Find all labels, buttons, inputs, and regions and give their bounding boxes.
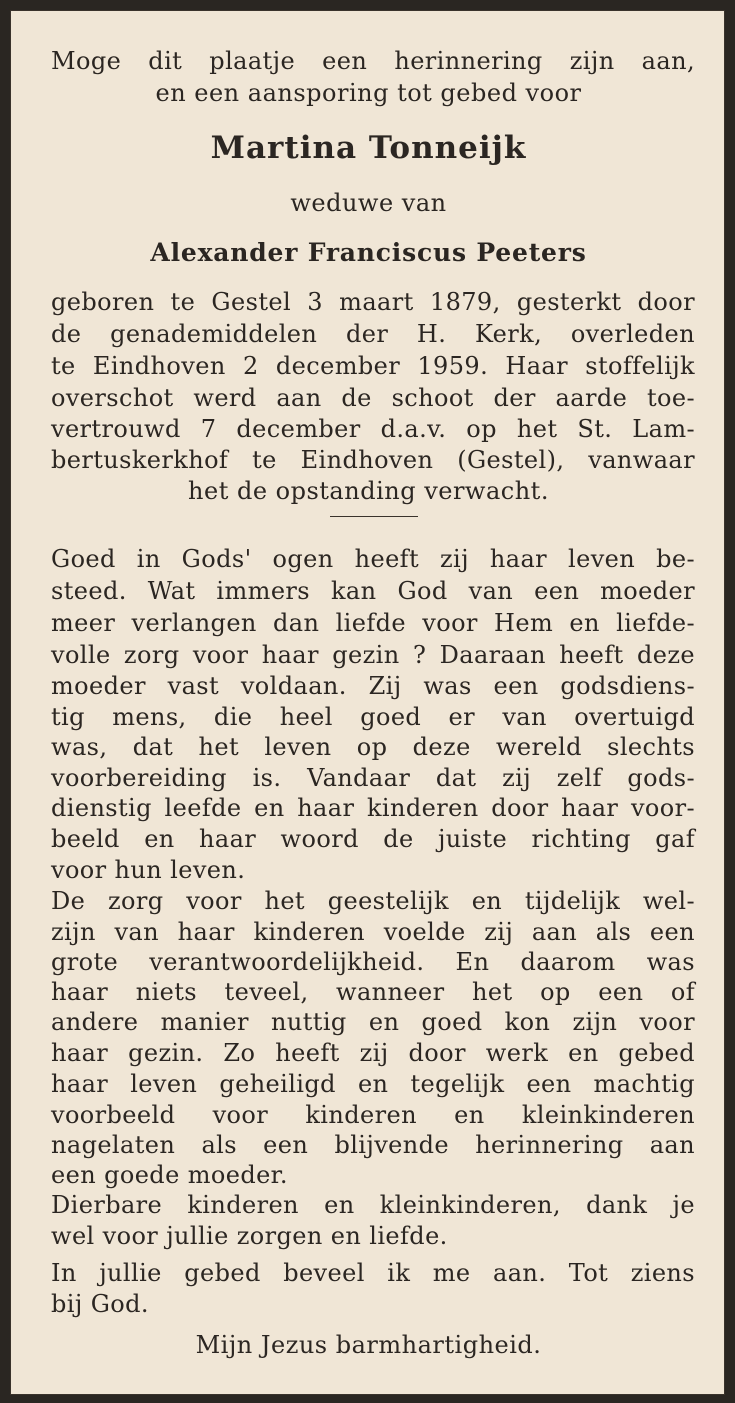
- tribute-line: moeder vast voldaan. Zij was een godsdiens-: [51, 672, 695, 700]
- tribute-line: dienstig leefde en haar kinderen door haar voor-: [51, 794, 695, 822]
- farewell-line: In jullie gebed beveel ik me aan. Tot ziens: [51, 1259, 695, 1287]
- biography-line: overschot werd aan de schoot der aarde toe-: [51, 384, 695, 412]
- tribute-line: voor hun leven.: [51, 856, 246, 884]
- tribute-line: was, dat het leven op deze wereld slechts: [51, 733, 695, 761]
- tribute-line: haar leven geheiligd en tegelijk een machtig: [51, 1070, 695, 1098]
- spouse-name: Alexander Franciscus Peeters: [150, 238, 587, 267]
- tribute-line: Dierbare kinderen en kleinkinderen, dank je: [51, 1191, 695, 1219]
- biography-line: het de opstanding verwacht.: [188, 477, 549, 505]
- tribute-line: tig mens, die heel goed er van overtuigd: [51, 703, 695, 731]
- tribute-line: haar gezin. Zo heeft zij door werk en gebed: [51, 1039, 695, 1067]
- biography-line: te Eindhoven 2 december 1959. Haar stoffelijk: [51, 352, 695, 380]
- tribute-line: nagelaten als een blijvende herinnering aan: [51, 1131, 695, 1159]
- tribute-line: Goed in Gods' ogen heeft zij haar leven be-: [51, 545, 695, 573]
- tribute-line: De zorg voor het geestelijk en tijdelijk wel-: [51, 887, 695, 915]
- header-line-1: Moge dit plaatje een herinnering zijn aan,: [51, 47, 695, 75]
- tribute-line: een goede moeder.: [51, 1161, 288, 1189]
- biography-line: bertuskerkhof te Eindhoven (Gestel), vanwaar: [51, 446, 695, 474]
- relation-label: weduwe van: [290, 189, 447, 217]
- tribute-line: zijn van haar kinderen voelde zij aan als een: [51, 918, 695, 946]
- header-line-2: en een aansporing tot gebed voor: [155, 79, 582, 107]
- tribute-line: wel voor jullie zorgen en liefde.: [51, 1222, 448, 1250]
- tribute-line: meer verlangen dan liefde voor Hem en liefde-: [51, 609, 695, 637]
- farewell-line: bij God.: [51, 1290, 149, 1318]
- section-divider: [330, 516, 418, 517]
- tribute-line: andere manier nuttig en goed kon zijn voor: [51, 1008, 695, 1036]
- tribute-line: volle zorg voor haar gezin ? Daaraan heeft deze: [51, 641, 695, 669]
- tribute-line: voorbeeld voor kinderen en kleinkinderen: [51, 1101, 695, 1129]
- tribute-line: voorbereiding is. Vandaar dat zij zelf gods-: [51, 764, 695, 792]
- biography-line: vertrouwd 7 december d.a.v. op het St. Lam-: [51, 415, 695, 443]
- tribute-line: steed. Wat immers kan God van een moeder: [51, 577, 695, 605]
- tribute-line: beeld en haar woord de juiste richting gaf: [51, 825, 695, 853]
- tribute-line: haar niets teveel, wanneer het op een of: [51, 978, 695, 1006]
- biography-line: de genademiddelen der H. Kerk, overleden: [51, 320, 695, 348]
- deceased-name: Martina Tonneijk: [210, 130, 527, 166]
- memorial-card: [10, 10, 725, 1395]
- tribute-line: grote verantwoordelijkheid. En daarom was: [51, 948, 695, 976]
- closing-prayer: Mijn Jezus barmhartigheid.: [195, 1331, 542, 1359]
- biography-line: geboren te Gestel 3 maart 1879, gesterkt door: [51, 288, 695, 316]
